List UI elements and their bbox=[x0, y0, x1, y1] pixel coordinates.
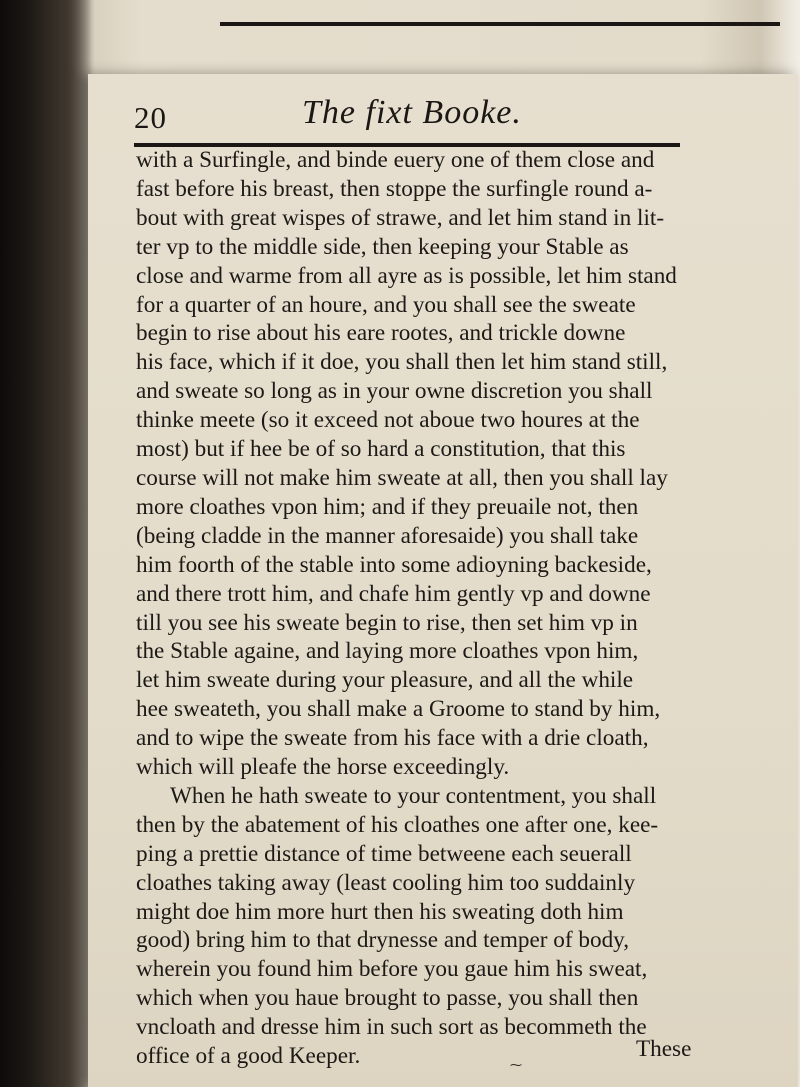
text-line: ping a prettie distance of time betweene each seuerall bbox=[136, 840, 632, 867]
text-line: let him sweate during your pleasure, and all the while bbox=[136, 667, 634, 694]
binding-shadow bbox=[0, 0, 95, 1087]
text-line: for a quarter of an houre, and you shall see the sweate bbox=[136, 291, 636, 318]
text-line: more cloathes vpon him; and if they preuaile not, then bbox=[136, 493, 639, 520]
text-line: which when you haue brought to passe, you shall then bbox=[136, 985, 639, 1012]
catchword: These bbox=[636, 1036, 692, 1062]
text-line: might doe him more hurt then his sweating doth him bbox=[136, 898, 624, 925]
body-text bbox=[136, 146, 684, 1071]
text-line-paragraph-start: When he hath sweate to your contentment, you shall bbox=[170, 782, 657, 809]
text-line: which will pleafe the horse exceedingly. bbox=[136, 754, 510, 781]
text-line: then by the abatement of his cloathes one after one, kee- bbox=[136, 811, 659, 838]
text-line: close and warme from all ayre as is possible, let him stand bbox=[136, 262, 677, 289]
ink-ornament-icon: ⁓ bbox=[510, 1058, 523, 1072]
text-line: and there trott him, and chafe him gently vp and downe bbox=[136, 580, 651, 607]
text-line: with a Surfingle, and binde euery one of them close and bbox=[136, 147, 655, 173]
text-line: till you see his sweate begin to rise, then set him vp in bbox=[136, 609, 638, 636]
text-line: thinke meete (so it exceed not aboue two houres at the bbox=[136, 407, 640, 434]
text-line: wherein you found him before you gaue him his sweat, bbox=[136, 956, 648, 983]
page-number: 20 bbox=[134, 100, 167, 135]
text-line: begin to rise about his eare rootes, and trickle downe bbox=[136, 320, 626, 347]
text-line: course will not make him sweate at all, then you shall lay bbox=[136, 464, 668, 491]
text-line: bout with great wispes of strawe, and let him stand in lit- bbox=[136, 204, 665, 231]
text-line: and to wipe the sweate from his face with a drie cloath, bbox=[136, 725, 649, 752]
page-header bbox=[134, 92, 654, 142]
text-line: most) but if hee be of so hard a constitution, that this bbox=[136, 436, 626, 463]
text-line: (being cladde in the manner aforesaide) you shall take bbox=[136, 522, 639, 549]
top-rule bbox=[220, 22, 780, 26]
text-line: fast before his breast, then stoppe the surfingle round a- bbox=[136, 175, 653, 202]
text-line: good) bring him to that drynesse and temper of body, bbox=[136, 927, 630, 954]
text-line: vncloath and dresse him in such sort as becommeth the bbox=[136, 1014, 647, 1041]
text-line: and sweate so long as in your owne discretion you shall bbox=[136, 378, 653, 405]
text-line: his face, which if it doe, you shall then let him stand still, bbox=[136, 349, 668, 376]
text-line: the Stable againe, and laying more cloathes vpon him, bbox=[136, 638, 639, 665]
running-head: The fixt Booke. bbox=[302, 94, 522, 131]
text-line: hee sweateth, you shall make a Groome to stand by him, bbox=[136, 696, 661, 723]
text-line: ter vp to the middle side, then keeping your Stable as bbox=[136, 233, 629, 260]
text-line: cloathes taking away (least cooling him too suddainly bbox=[136, 869, 636, 896]
text-line: office of a good Keeper. bbox=[136, 1043, 361, 1070]
text-line: him foorth of the stable into some adioyning backeside, bbox=[136, 551, 652, 578]
